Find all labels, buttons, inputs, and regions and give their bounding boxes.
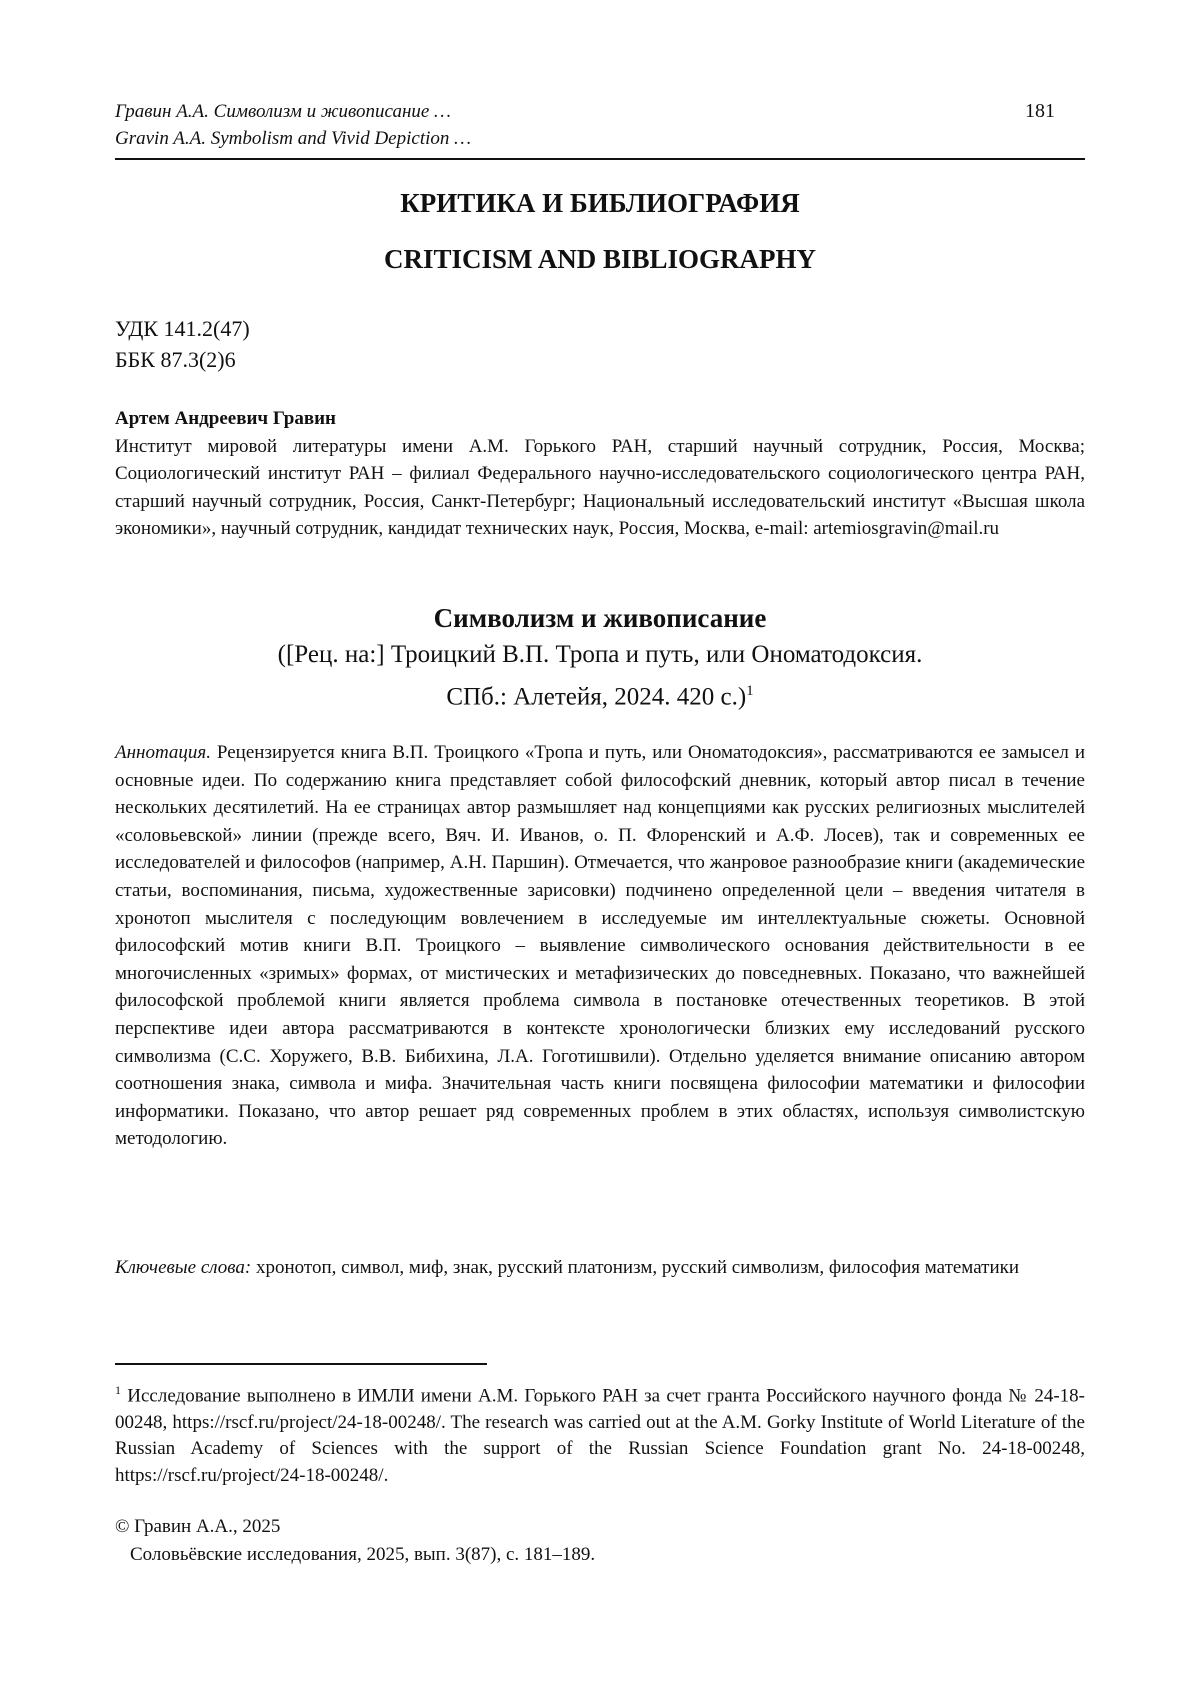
section-title-en: CRITICISM AND BIBLIOGRAPHY <box>383 244 817 274</box>
keywords-label: Ключевые слова: <box>115 1257 252 1278</box>
footnote-mark: 1 <box>115 1383 121 1397</box>
section-title-ru: КРИТИКА И БИБЛИОГРАФИЯ <box>400 188 800 218</box>
abstract-label: Аннотация. <box>115 742 211 763</box>
author-block <box>115 405 1085 543</box>
article-subtitle-line1: ([Рец. на:] Троицкий В.П. Тропа и путь, или Ономатодоксия. <box>277 641 923 668</box>
footnote-text: Исследование выполнено в ИМЛИ имени А.М. Горького РАН за счет гранта Российского научного фонда № 24-18-00248, https://rscf.ru/project/24-18-00248/. The research was carried out at the A.M. Gorky Institute of World Literature of the Russian Academy of Sciences with the support of the Russian Science Foundation grant No. 24-18-00248, https://rscf.ru/project/24-18-00248/. <box>115 1385 1086 1486</box>
footnote-reference[interactable]: 1 <box>746 683 754 699</box>
running-header <box>115 98 1085 160</box>
running-header-ru: Гравин А.А. Символизм и живописание … <box>115 101 451 122</box>
udk-code: УДК 141.2(47) <box>115 316 250 341</box>
author-name: Артем Андреевич Гравин <box>115 408 336 429</box>
copyright: © Гравин А.А., 2025 <box>115 1516 281 1537</box>
footnote-divider <box>115 1363 487 1365</box>
abstract-text: Рецензируется книга В.П. Троицкого «Тропа и путь, или Ономатодоксия», рассматриваются ее замысел и основные идеи. По содержанию книга представляет собой философский дневник, который автор писал в течение нескольких десятилетий. На ее страницах автор размышляет над концепциями как русских религиозных мыслителей «соловьевской» линии (прежде всего, Вяч. И. Иванов, о. П. Флоренский и А.Ф. Лосев), так и современных ее исследователей и философов (например, А.Н. Паршин). Отмечается, что жанровое разнообразие книги (академические статьи, воспоминания, письма, художественные зарисовки) подчинено определенной цели – введения читателя в хронотоп мыслителя с последующим вовлечением в исследуемые им интеллектуальные сюжеты. Основной философский мотив книги В.П. Троицкого – выявление символического основания действительности в ее многочисленных «зримых» формах, от мистических и метафизических до повседневных. Показано, что важнейшей философской проблемой книги является проблема символа в постановке отечественных теоретиков. В этой перспективе идеи автора рассматриваются в контексте хронологически близких ему исследований русского символизма (С.С. Хоружего, В.В. Бибихина, Л.А. Гоготишвили). Отдельно уделяется внимание описанию автором соотношения знака, символа и мифа. Значительная часть книги посвящена философии математики и философии информатики. Показано, что автор решает ряд современных проблем в этих областях, используя символистскую методологию. <box>115 742 1085 1150</box>
article-subtitle-line2-wrap <box>115 673 1085 715</box>
bbk-code: ББК 87.3(2)6 <box>115 347 236 372</box>
journal-reference: Соловьёвские исследования, 2025, вып. 3(87), с. 181–189. <box>130 1544 596 1565</box>
abstract <box>115 739 1085 1153</box>
page-number: 181 <box>1025 100 1055 122</box>
article-title-block <box>115 600 1085 715</box>
classification-codes <box>115 313 250 375</box>
author-affiliation: Институт мировой литературы имени А.М. Горького РАН, старший научный сотрудник, Россия, Москва; Социологический институт РАН – филиал Федерального научно-исследовательского социологического центра РАН, старший научный сотрудник, Россия, Санкт-Петербург; Национальный исследовательский институт «Высшая школа экономики», научный сотрудник, кандидат технических наук, Россия, Москва, e-mail: artemiosgravin@mail.ru <box>115 435 1085 539</box>
keywords <box>115 1254 1085 1282</box>
article-subtitle-line2: СПб.: Алетейя, 2024. 420 с.) <box>446 683 747 711</box>
running-header-en: Gravin A.A. Symbolism and Vivid Depiction … <box>115 128 472 149</box>
keywords-text: хронотоп, символ, миф, знак, русский платонизм, русский символизм, философия математики <box>256 1257 1020 1278</box>
article-title: Символизм и живописание <box>433 603 767 633</box>
footnote <box>115 1377 1085 1489</box>
